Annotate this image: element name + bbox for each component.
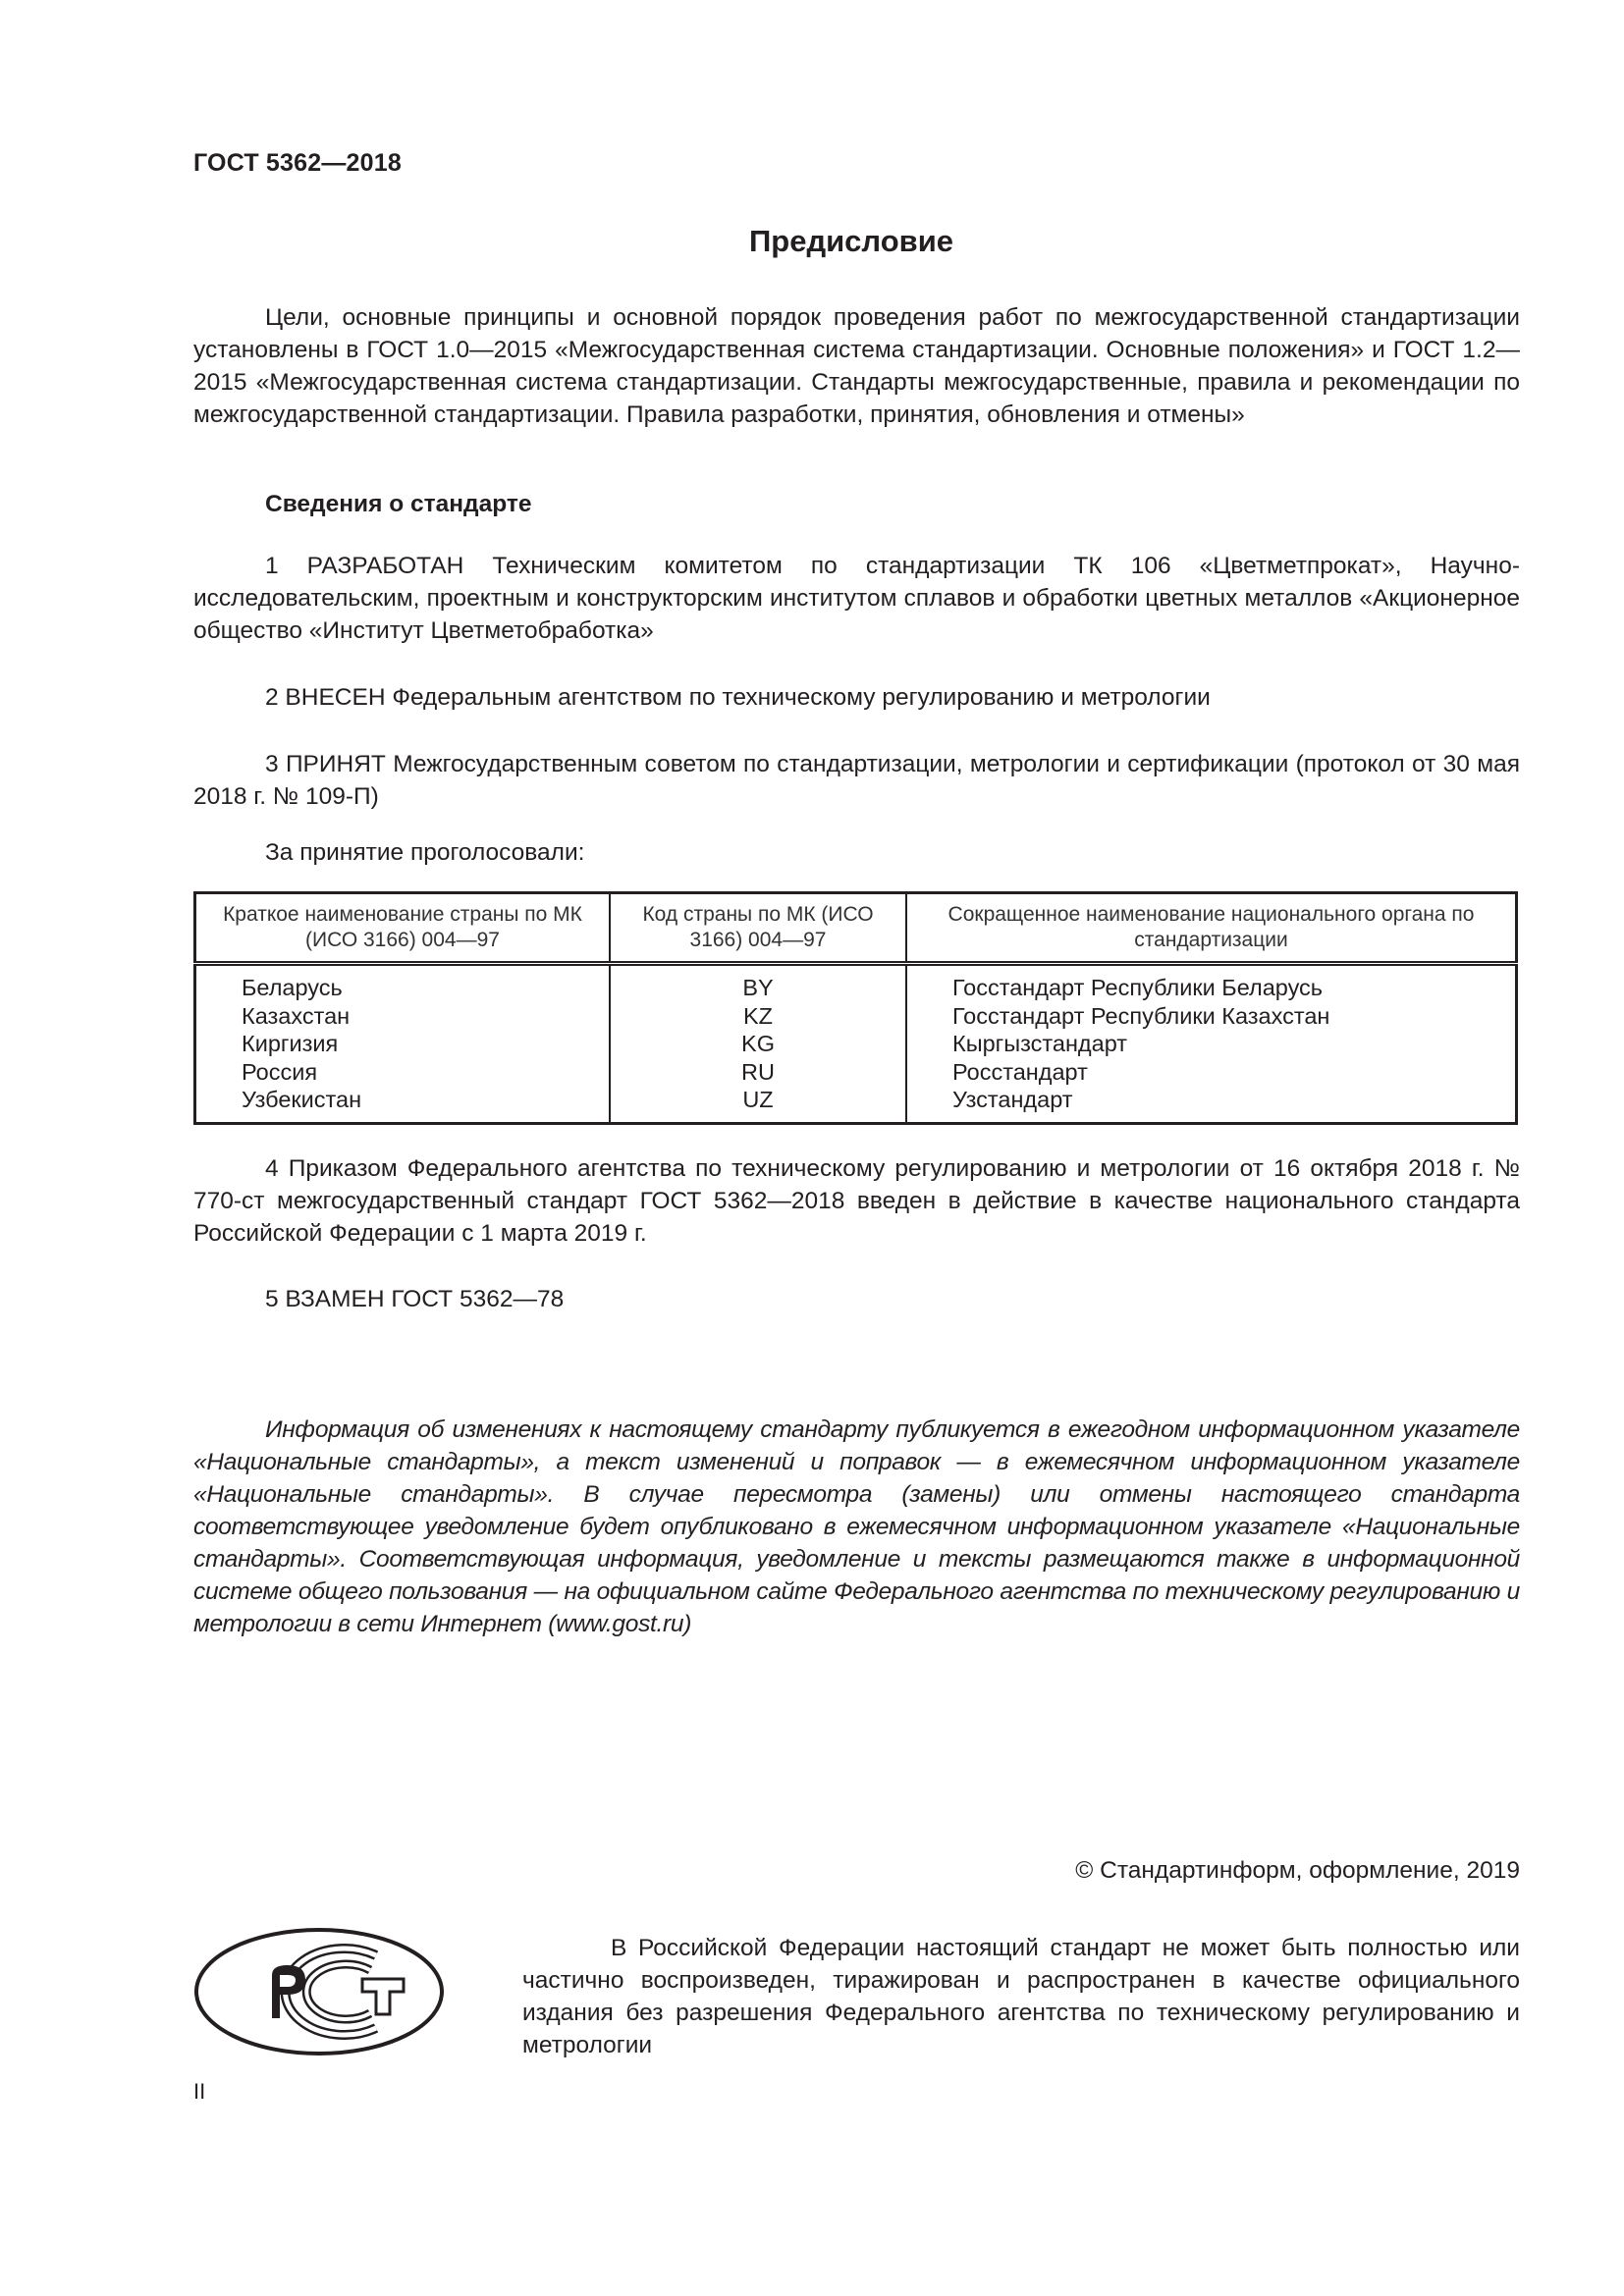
- page-number: II: [193, 2079, 206, 2104]
- column-header-country: Краткое наименование страны по МК (ИСО 3166) 004—97: [195, 893, 611, 964]
- country-code: UZ: [742, 1087, 774, 1112]
- copyright: © Стандартинформ, оформление, 2019: [1075, 1857, 1520, 1884]
- body-cell: [906, 964, 1517, 1124]
- intro-paragraph: [193, 301, 1520, 431]
- document-id-header: ГОСТ 5362—2018: [193, 149, 402, 177]
- item-5: [193, 1283, 1520, 1315]
- standards-body: Госстандарт Республики Казахстан: [952, 1002, 1330, 1029]
- item-3: [193, 748, 1520, 813]
- country-code: BY: [742, 975, 774, 1000]
- country-code: KZ: [742, 1002, 774, 1029]
- item-1: [193, 550, 1520, 647]
- page-title: Предисловие: [748, 224, 953, 258]
- item-4-text: 4 Приказом Федерального агентства по техническому регулированию и метрологии от 16 октября 2018 г. № 770-ст межгосударственный стандарт ГОСТ 5362—2018 введен в действие в качестве национального стандарта Российской Федерации с 1 марта 2019 г.: [193, 1155, 1520, 1247]
- rst-gost-logo-icon: [193, 1926, 445, 2057]
- standards-body: Росстандарт: [952, 1058, 1088, 1085]
- country-name: Киргизия: [242, 1031, 339, 1056]
- item-4: [193, 1152, 1520, 1250]
- column-header-body: Сокращенное наименование национального органа по стандартизации: [906, 893, 1517, 964]
- standards-body: Госстандарт Республики Беларусь: [952, 975, 1324, 1000]
- country-cell: [195, 964, 611, 1124]
- item-1-text: 1 РАЗРАБОТАН Техническим комитетом по стандартизации ТК 106 «Цветметпрокат», Научно-исследовательским, проектным и конструкторским институтом сплавов и обработки цветных металлов «Акционерное общество «Институт Цветметобработка»: [193, 553, 1520, 644]
- code-cell: [610, 964, 906, 1124]
- vote-label: [193, 836, 1520, 869]
- voting-table: [193, 891, 1518, 1125]
- item-2: [193, 681, 1520, 714]
- standards-body: Узстандарт: [952, 1087, 1073, 1112]
- standards-body: Кыргызстандарт: [952, 1031, 1128, 1056]
- country-name: Узбекистан: [242, 1087, 362, 1112]
- country-code: RU: [741, 1058, 775, 1085]
- country-name: Россия: [242, 1058, 318, 1085]
- item-5-text: 5 ВЗАМЕН ГОСТ 5362—78: [265, 1286, 565, 1312]
- reproduction-notice-text: В Российской Федерации настоящий стандарт не может быть полностью или частично воспроизведен, тиражирован и распространен в качестве официального издания без разрешения Федерального агентства по техническому регулированию и метрологии: [522, 1935, 1520, 2058]
- intro-text: Цели, основные принципы и основной порядок проведения работ по межгосударственной стандартизации установлены в ГОСТ 1.0—2015 «Межгосударственная система стандартизации. Основные положения» и ГОСТ 1.2—2015 «Межгосударственная система стандартизации. Стандарты межгосударственные, правила и рекомендации по межгосударственной стандартизации. Правила разработки, принятия, обновления и отмены»: [193, 304, 1520, 428]
- item-3-text: 3 ПРИНЯТ Межгосударственным советом по стандартизации, метрологии и сертификации (протокол от 30 мая 2018 г. № 109-П): [193, 751, 1520, 810]
- item-2-text: 2 ВНЕСЕН Федеральным агентством по техническому регулированию и метрологии: [265, 684, 1211, 711]
- country-name: Казахстан: [242, 1002, 351, 1029]
- column-header-code: Код страны по МК (ИСО 3166) 004—97: [610, 893, 906, 964]
- reproduction-notice: [522, 1932, 1520, 2061]
- country-name: Беларусь: [242, 975, 343, 1000]
- country-code: KG: [741, 1031, 775, 1056]
- vote-label-text: За принятие проголосовали:: [265, 839, 585, 866]
- table-row: [195, 964, 1517, 1124]
- info-heading: Сведения о стандарте: [265, 491, 532, 517]
- changes-notice: [193, 1414, 1520, 1640]
- table-header-row: [195, 893, 1517, 964]
- changes-notice-text: Информация об изменениях к настоящему стандарту публикуется в ежегодном информационном указателе «Национальные стандарты», а текст изменений и поправок — в ежемесячном информационном указателе «Национальные стандарты». В случае пересмотра (замены) или отмены настоящего стандарта соответствующее уведомление будет опубликовано в ежемесячном информационном указателе «Национальные стандарты». Соответствующая информация, уведомление и тексты размещаются также в информационной системе общего пользования — на официальном сайте Федерального агентства по техническому регулированию и метрологии в сети Интернет (www.gost.ru): [193, 1416, 1520, 1637]
